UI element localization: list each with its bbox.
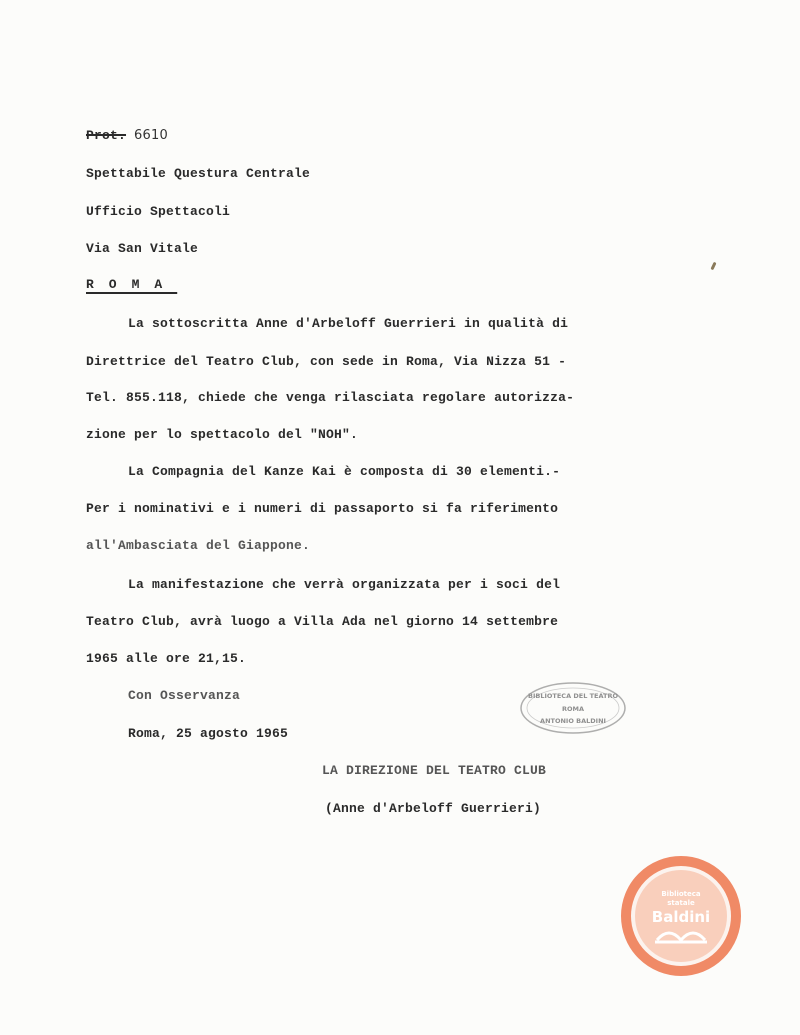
closing-line: Con Osservanza [128,688,241,703]
body-line-7: all'Ambasciata del Giappone. [86,538,311,553]
recipient-line-2: Ufficio Spettacoli [86,204,231,219]
baldini-logo-icon [621,856,741,976]
stamp-line-1: BIBLIOTECA DEL TEATRO [528,692,618,700]
logo-small-text-1: Biblioteca [661,890,701,898]
library-stamp [518,680,628,736]
body-line-8: La manifestazione che verrà organizzata per i soci del [128,577,561,592]
protocol-number: 6610 [134,128,168,143]
body-line-6: Per i nominativi e i numeri di passaporto si fa riferimento [86,501,559,516]
place-date-line: Roma, 25 agosto 1965 [128,726,289,741]
protocol-label: Prot. [86,128,127,143]
signature-name: (Anne d'Arbeloff Guerrieri) [325,801,542,816]
body-line-4: zione per lo spettacolo del "NOH". [86,427,359,442]
body-line-3: Tel. 855.118, chiede che venga rilasciata regolare autorizza- [86,390,575,405]
recipient-line-1: Spettabile Questura Centrale [86,166,311,181]
recipient-city: ROMA [86,277,178,292]
recipient-line-3: Via San Vitale [86,241,199,256]
stamp-line-2: ROMA [561,705,585,713]
stamp-line-3: ANTONIO BALDINI [540,717,606,725]
signature-title: LA DIREZIONE DEL TEATRO CLUB [322,763,547,778]
body-line-2: Direttrice del Teatro Club, con sede in Roma, Via Nizza 51 - [86,354,567,369]
body-line-5: La Compagnia del Kanze Kai è composta di 30 elementi.- [128,464,561,479]
paper-speck [710,262,716,271]
body-line-10: 1965 alle ore 21,15. [86,651,247,666]
logo-name: Baldini [651,908,711,926]
protocol-line [86,128,168,143]
logo-small-text-2: statale [667,899,695,907]
body-line-1: La sottoscritta Anne d'Arbeloff Guerrieri in qualità di [128,316,569,331]
body-line-9: Teatro Club, avrà luogo a Villa Ada nel giorno 14 settembre [86,614,559,629]
